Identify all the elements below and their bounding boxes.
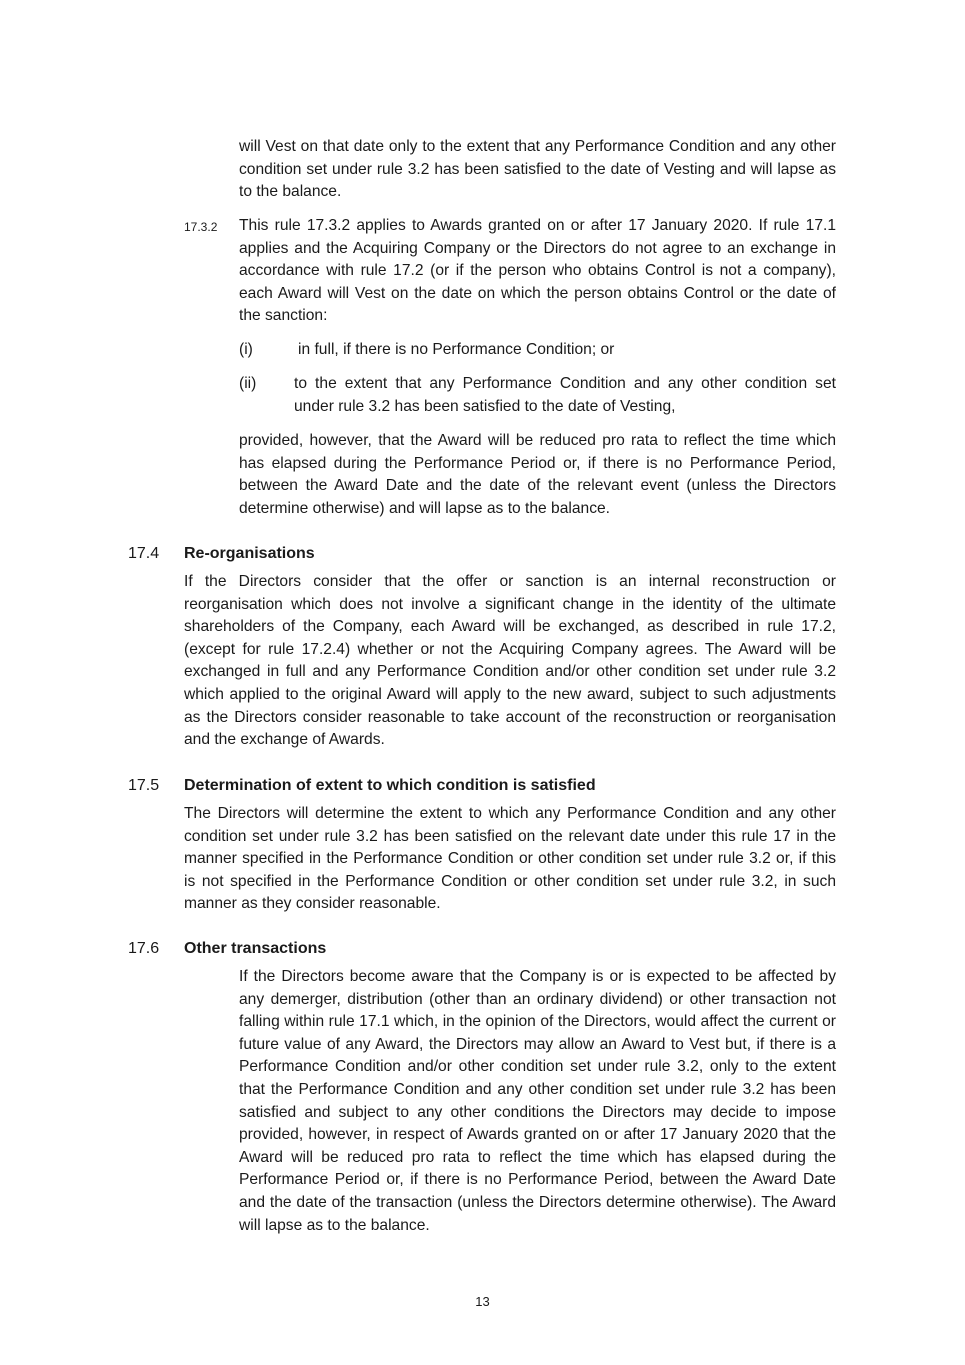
rule-17-3-2-number: 17.3.2 (184, 220, 218, 234)
section-heading: Determination of extent to which condition is satisfied (184, 777, 596, 794)
continuation-paragraph: will Vest on that date only to the extent that any Performance Condition and any other condition set under rule 3.2 has been satisfied to the date of Vesting and will lapse as to the balance. (239, 138, 836, 201)
page-number: 13 (475, 1294, 490, 1309)
section-number: 17.5 (128, 777, 160, 794)
list-item-label: (ii) (239, 375, 257, 392)
section-number: 17.6 (128, 940, 160, 957)
list-item-label: (i) (239, 341, 253, 358)
rule-17-3-2-text: This rule 17.3.2 applies to Awards granted on or after 17 January 2020. If rule 17.1 applies and the Acquiring Company or the Directors do not agree to an exchange in accordance with rule 17.2 (or if the person who obtains Control is not a company), each Award will Vest on the date on which the person obtains Control or the date of the sanction: (239, 217, 836, 325)
list-item-text: to the extent that any Performance Condition and any other condition set under rule 3.2 has been satisfied to the date of Vesting, (294, 375, 836, 415)
section-heading: Other transactions (184, 940, 327, 957)
section-body: If the Directors consider that the offer or sanction is an internal reconstruction or reorganisation which does not involve a significant change in the identity of the ultimate shareholders of the Company, each Award will be exchanged, as described in rule 17.2, (except for rule 17.2.4) whether or not the Acquiring Company agrees. The Award will be exchanged in full and any Performance Condition and/or other condition set under rule 3.2 which applied to the original Award will apply to the new award, subject to such adjustments as the Directors consider reasonable to take account of the reconstruction or reorganisation and the exchange of Awards. (184, 573, 836, 749)
section-body: If the Directors become aware that the Company is or is expected to be affected by any demerger, distribution (other than an ordinary dividend) or other transaction not falling within rule 17.1 which, in the opinion of the Directors, would affect the current or future value of any Award, the Directors may allow an Award to Vest but, if there is a Performance Condition and/or other condition set under rule 3.2, only to the extent that the Performance Condition and any other condition set under rule 3.2 has been satisfied and subject to any other conditions the Directors may decide to impose provided, however, in respect of Awards granted on or after 17 January 2020 that the Award will be reduced pro rata to reflect the time which has elapsed during the Performance Period or, if there is no Performance Period, between the Award Date and the date of the transaction (unless the Directors determine otherwise). The Award will lapse as to the balance. (239, 968, 836, 1234)
section-number: 17.4 (128, 545, 160, 562)
list-item-text: in full, if there is no Performance Condition; or (298, 341, 615, 358)
section-heading: Re-organisations (184, 545, 315, 562)
rule-17-3-2-proviso: provided, however, that the Award will be reduced pro rata to reflect the time which has elapsed during the Performance Period or, if there is no Performance Period, between the Award Date and the date of the relevant event (unless the Directors determine otherwise) and will lapse as to the balance. (239, 432, 836, 517)
section-body: The Directors will determine the extent to which any Performance Condition and any other condition set under rule 3.2 has been satisfied on the relevant date under this rule 17 in the manner specified in the Performance Condition or other condition set under rule 3.2 or, if this is not specified in the Performance Condition or other condition set under rule 3.2, in such manner as they consider reasonable. (184, 805, 836, 913)
